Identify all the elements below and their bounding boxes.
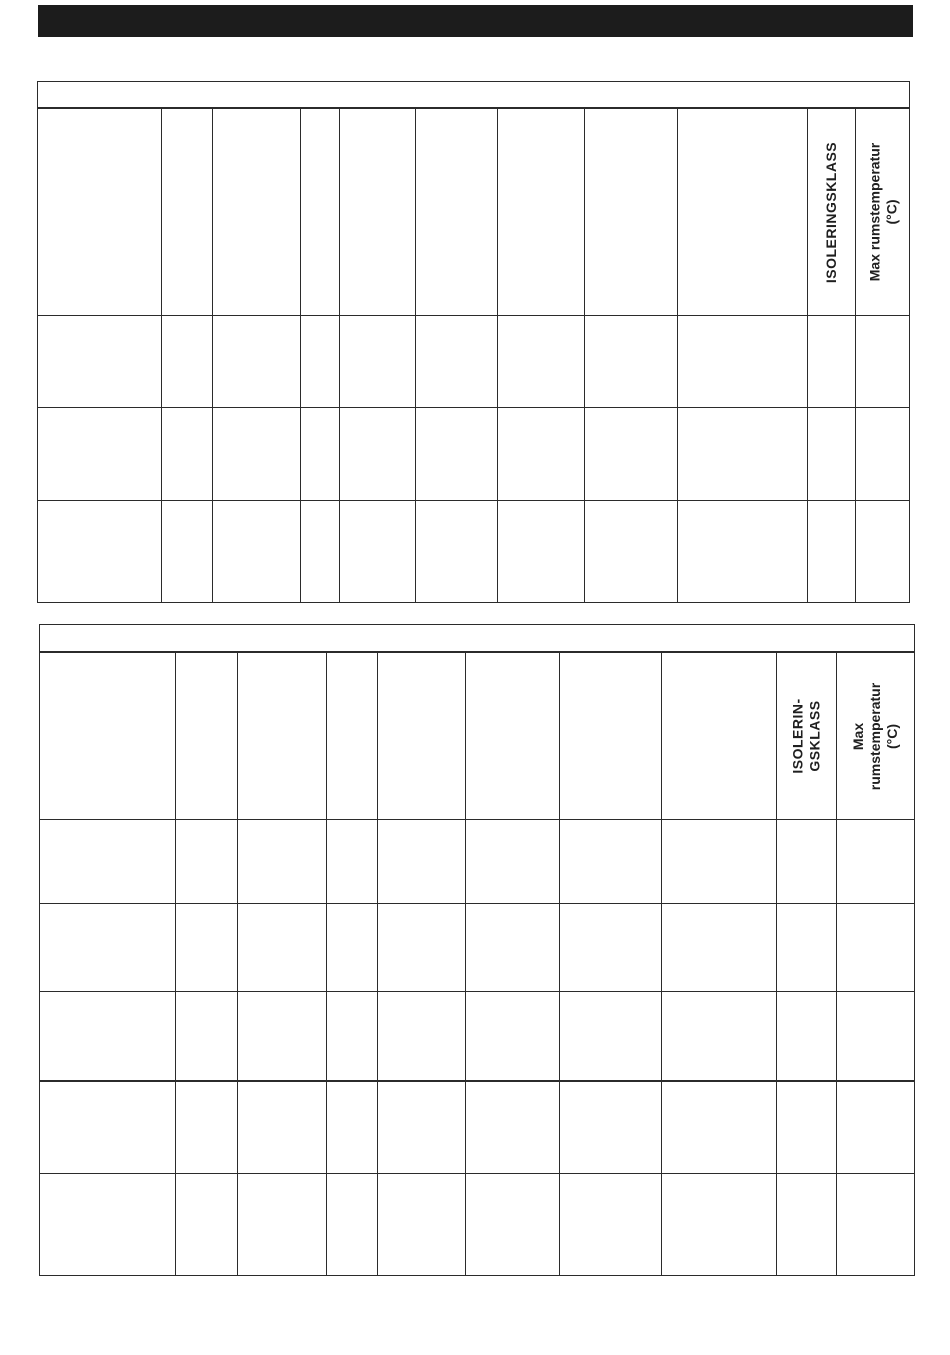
max-room-temp-unit: (°C) — [884, 723, 901, 749]
max-room-temp-header — [837, 653, 915, 819]
table-1-row-divider — [38, 500, 909, 501]
max-room-temp-unit: (°C) — [883, 199, 899, 225]
table-1-column-divider — [497, 109, 498, 602]
table-1-column-divider — [300, 109, 301, 602]
isolation-class-header — [777, 653, 836, 819]
isolation-class-line-1: ISOLERIN- — [789, 698, 806, 774]
table-1-column-divider — [415, 109, 416, 602]
table-1-title-row — [38, 82, 909, 109]
table-2-column-divider — [175, 653, 176, 1275]
max-room-temp-line-1: Max — [850, 722, 867, 750]
max-room-temp-line-1: Max rumstemperatur — [866, 142, 882, 282]
isolation-class-label — [790, 698, 824, 773]
table-2-row-divider — [40, 819, 914, 820]
isolation-class-label: ISOLERINGSKLASS — [823, 141, 840, 283]
table-2-row-divider — [40, 1173, 914, 1174]
table-2-row-divider — [40, 991, 914, 992]
table-2-column-divider — [326, 653, 327, 1275]
table-2-column-divider — [559, 653, 560, 1275]
table-2-column-divider — [377, 653, 378, 1275]
max-room-temp-header — [856, 109, 910, 315]
top-header-bar — [38, 5, 913, 37]
max-room-temp-label — [866, 143, 900, 282]
table-2-row-divider — [40, 1080, 914, 1082]
table-1-column-divider — [212, 109, 213, 602]
isolation-class-header — [808, 109, 855, 315]
table-2-column-divider — [661, 653, 662, 1275]
max-room-temp-line-2: rumstemperatur — [867, 682, 884, 790]
spec-table-2 — [39, 624, 915, 1276]
table-2-row-divider — [40, 903, 914, 904]
spec-table-1 — [37, 81, 910, 603]
table-2-column-divider — [465, 653, 466, 1275]
table-2-title-row — [40, 625, 914, 653]
max-room-temp-label — [851, 682, 902, 789]
table-1-row-divider — [38, 407, 909, 408]
table-1-column-divider — [584, 109, 585, 602]
table-1-column-divider — [161, 109, 162, 602]
table-2-column-divider — [237, 653, 238, 1275]
table-1-column-divider — [677, 109, 678, 602]
table-1-row-divider — [38, 315, 909, 316]
isolation-class-line-2: GSKLASS — [806, 700, 823, 772]
table-1-column-divider — [339, 109, 340, 602]
